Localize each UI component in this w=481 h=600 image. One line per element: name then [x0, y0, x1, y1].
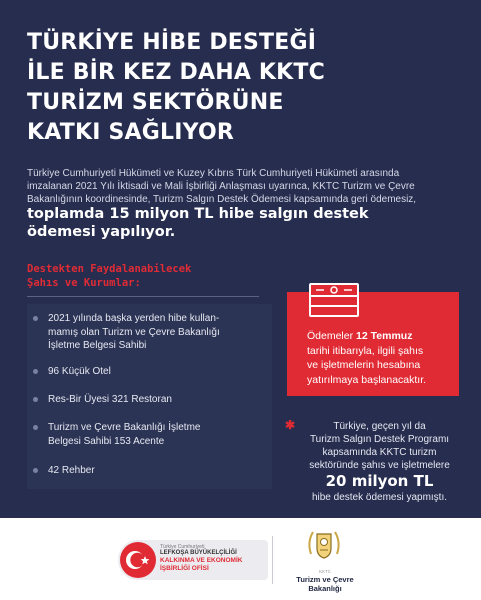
list-item-text: Turizm ve Çevre Bakanlığı İşletme: [48, 422, 201, 433]
payment-line: tarihi itibarıyla, ilgili şahıs: [307, 344, 424, 357]
intro-line: imzalanan 2021 Yılı İktisadi ve Mali İşbirliği Anlaşması uyarınca, KKTC Turizm ve Çevre: [27, 181, 415, 192]
previous-support-note: [292, 420, 467, 504]
title-line: KATKI SAĞLIYOR: [27, 120, 234, 145]
note-line: Türkiye, geçen yıl da: [333, 421, 426, 432]
intro-paragraph: [27, 167, 467, 206]
heading-line: Şahıs ve Kurumlar:: [27, 277, 141, 289]
note-line: sektöründe şahıs ve işletmelere: [309, 460, 450, 471]
ministry-name-line: Turizm ve Çevre: [296, 575, 354, 584]
title-line: TURİZM SEKTÖRÜNE: [27, 90, 284, 115]
ministry-country: KKTC: [318, 569, 331, 574]
list-item-text: İşletme Belgesi Sahibi: [48, 340, 147, 351]
bullet-icon: [33, 369, 38, 374]
payment-line-1: Ödemeler 12 Temmuz: [307, 330, 413, 342]
bullet-icon: [33, 397, 38, 402]
ministry-name: [284, 569, 366, 593]
logo-divider: [272, 536, 273, 584]
note-amount: 20 milyon TL: [325, 472, 434, 490]
beneficiaries-list: [27, 304, 272, 489]
embassy-name: LEFKOŞA BÜYÜKELÇİLİĞİ: [160, 550, 237, 556]
note-line: kapsamında KKTC turizm: [322, 447, 437, 458]
bullet-icon: [33, 468, 38, 473]
bullet-icon: [33, 316, 38, 321]
list-item-text: mamış olan Turizm ve Çevre Bakanlığı: [48, 326, 220, 338]
embassy-country: Türkiye Cumhuriyeti: [160, 544, 205, 550]
intro-line: Bakanlığının koordinesinde, Turizm Salgın Destek Ödemesi kapsamında geri ödemesiz,: [27, 194, 417, 205]
office-name: İŞBİRLİĞİ OFİSİ: [160, 565, 209, 572]
list-item-text: 96 Küçük Otel: [48, 366, 111, 377]
bullet-icon: [33, 425, 38, 430]
heading-line: Destekten Faydalanabilecek: [27, 263, 192, 275]
money-stack-icon: [308, 280, 360, 320]
payment-date: 12 Temmuz: [356, 330, 413, 342]
list-item-text: Res-Bir Üyesi 321 Restoran: [48, 394, 172, 405]
headline: [27, 205, 467, 241]
list-item-text: 42 Rehber: [48, 465, 95, 476]
beneficiaries-heading: [27, 262, 191, 290]
list-item-text: 2021 yılında başka yerden hibe kullan-: [48, 313, 220, 324]
payment-text: [307, 329, 426, 387]
ministry-crest-icon: [303, 524, 345, 566]
office-name: KALKINMA VE EKONOMİK: [160, 557, 243, 564]
payment-line: ve işletmelerin hesabına: [307, 359, 421, 371]
note-line: Turizm Salgın Destek Programı: [309, 434, 450, 445]
note-line: hibe destek ödemesi yapmıştı.: [311, 492, 448, 503]
crescent-star-icon: [120, 542, 156, 578]
intro-line: Türkiye Cumhuriyeti Hükümeti ve Kuzey Kıbrıs Türk Cumhuriyeti Hükümeti arasında: [27, 168, 400, 179]
poster-title: [27, 28, 467, 148]
payment-line: yatırılmaya başlanacaktır.: [307, 373, 427, 386]
headline-line: ödemesi yapılıyor.: [27, 224, 176, 240]
asterisk-icon: ✱: [285, 418, 296, 432]
list-item-text: Belgesi Sahibi 153 Acente: [48, 435, 165, 447]
heading-divider: [27, 296, 259, 297]
payment-callout: [287, 292, 459, 396]
embassy-logo: [118, 540, 268, 580]
ministry-name-line: Bakanlığı: [308, 584, 342, 593]
title-line: İLE BİR KEZ DAHA KKTC: [27, 60, 325, 85]
footer-logos: [0, 518, 481, 600]
title-line: TÜRKİYE HİBE DESTEĞİ: [27, 30, 317, 55]
headline-line: toplamda 15 milyon TL hibe salgın destek: [27, 206, 369, 222]
